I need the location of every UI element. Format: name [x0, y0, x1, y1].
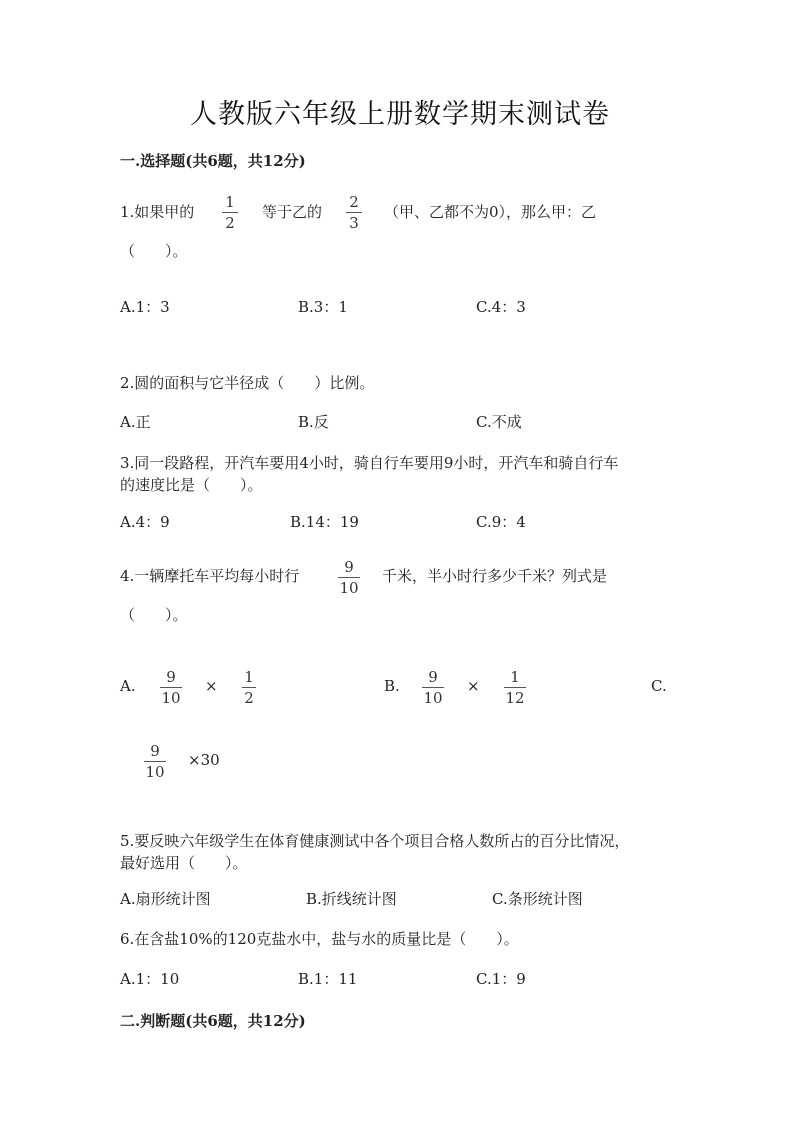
question-5-line2: 最好选用（ ）。 — [120, 854, 248, 872]
question-3-line2: 的速度比是（ ）。 — [120, 476, 263, 494]
fraction-denominator: 10 — [145, 763, 165, 781]
fraction-numerator: 9 — [150, 742, 160, 760]
option-b: B.反 — [298, 413, 329, 431]
question-4-prefix: 4.一辆摩托车平均每小时行 — [120, 567, 300, 585]
question-1-prefix: 1.如果甲的 — [120, 203, 195, 221]
multiply-sign: × — [205, 677, 218, 695]
fraction-denominator: 12 — [505, 689, 525, 707]
fraction-bar — [504, 687, 526, 688]
option-a: A.4：9 — [120, 513, 170, 531]
fraction-denominator: 10 — [161, 689, 181, 707]
option-c: C.4：3 — [476, 298, 526, 316]
option-a: A.正 — [120, 413, 151, 431]
fraction-two-thirds — [346, 193, 362, 232]
option-c-label: C. — [651, 677, 667, 695]
option-c: C.1：9 — [476, 970, 526, 988]
fraction-numerator: 1 — [510, 668, 520, 686]
multiply-sign: × — [467, 677, 480, 695]
fraction-denominator: 10 — [339, 579, 359, 597]
fraction-numerator: 1 — [225, 193, 235, 211]
fraction-bar — [144, 761, 166, 762]
option-a: A.1：3 — [120, 298, 170, 316]
fraction-bar — [422, 687, 444, 688]
question-1-suffix: （甲、乙都不为0），那么甲：乙 — [384, 203, 597, 221]
question-2-text: 2.圆的面积与它半径成（ ）比例。 — [120, 374, 375, 392]
question-4-blank: （ ）。 — [120, 606, 188, 624]
fraction-nine-tenths — [144, 742, 166, 781]
fraction-bar — [346, 212, 362, 213]
fraction-denominator: 3 — [349, 214, 359, 232]
section-heading-true-false: 二.判断题(共6题，共12分) — [120, 1012, 306, 1030]
fraction-numerator: 9 — [428, 668, 438, 686]
option-c-tail: ×30 — [188, 751, 220, 769]
question-5-line1: 5.要反映六年级学生在体育健康测试中各个项目合格人数所占的百分比情况， — [120, 832, 630, 850]
question-1-mid: 等于乙的 — [262, 203, 323, 221]
fraction-one-half — [242, 668, 256, 707]
question-4-suffix: 千米，半小时行多少千米？列式是 — [382, 567, 608, 585]
section-heading-choice: 一.选择题(共6题，共12分) — [120, 152, 306, 170]
fraction-bar — [160, 687, 182, 688]
fraction-one-half — [222, 193, 238, 232]
option-c: C.条形统计图 — [492, 890, 583, 908]
fraction-numerator: 9 — [166, 668, 176, 686]
fraction-numerator: 1 — [244, 668, 254, 686]
fraction-denominator: 10 — [423, 689, 443, 707]
fraction-numerator: 9 — [344, 558, 354, 576]
fraction-nine-tenths — [338, 558, 360, 597]
question-6-text: 6.在含盐10%的120克盐水中，盐与水的质量比是（ ）。 — [120, 930, 519, 948]
fraction-bar — [338, 577, 360, 578]
fraction-nine-tenths — [160, 668, 182, 707]
option-b-label: B. — [384, 677, 400, 695]
option-b: B.折线统计图 — [306, 890, 397, 908]
option-a-label: A. — [120, 677, 136, 695]
fraction-nine-tenths — [422, 668, 444, 707]
page-title: 人教版六年级上册数学期末测试卷 — [190, 99, 610, 130]
fraction-numerator: 2 — [349, 193, 359, 211]
option-a: A.扇形统计图 — [120, 890, 211, 908]
fraction-bar — [222, 212, 238, 213]
fraction-denominator: 2 — [225, 214, 235, 232]
question-1-blank: （ ）。 — [120, 242, 188, 260]
option-c: C.不成 — [476, 413, 522, 431]
fraction-one-twelfth — [504, 668, 526, 707]
option-b: B.1：11 — [298, 970, 358, 988]
option-b: B.14：19 — [290, 513, 359, 531]
option-c: C.9：4 — [476, 513, 526, 531]
option-a: A.1：10 — [120, 970, 180, 988]
question-3-line1: 3.同一段路程，开汽车要用4小时，骑自行车要用9小时，开汽车和骑自行车 — [120, 454, 619, 472]
fraction-bar — [242, 687, 256, 688]
fraction-denominator: 2 — [244, 689, 254, 707]
option-b: B.3：1 — [298, 298, 348, 316]
